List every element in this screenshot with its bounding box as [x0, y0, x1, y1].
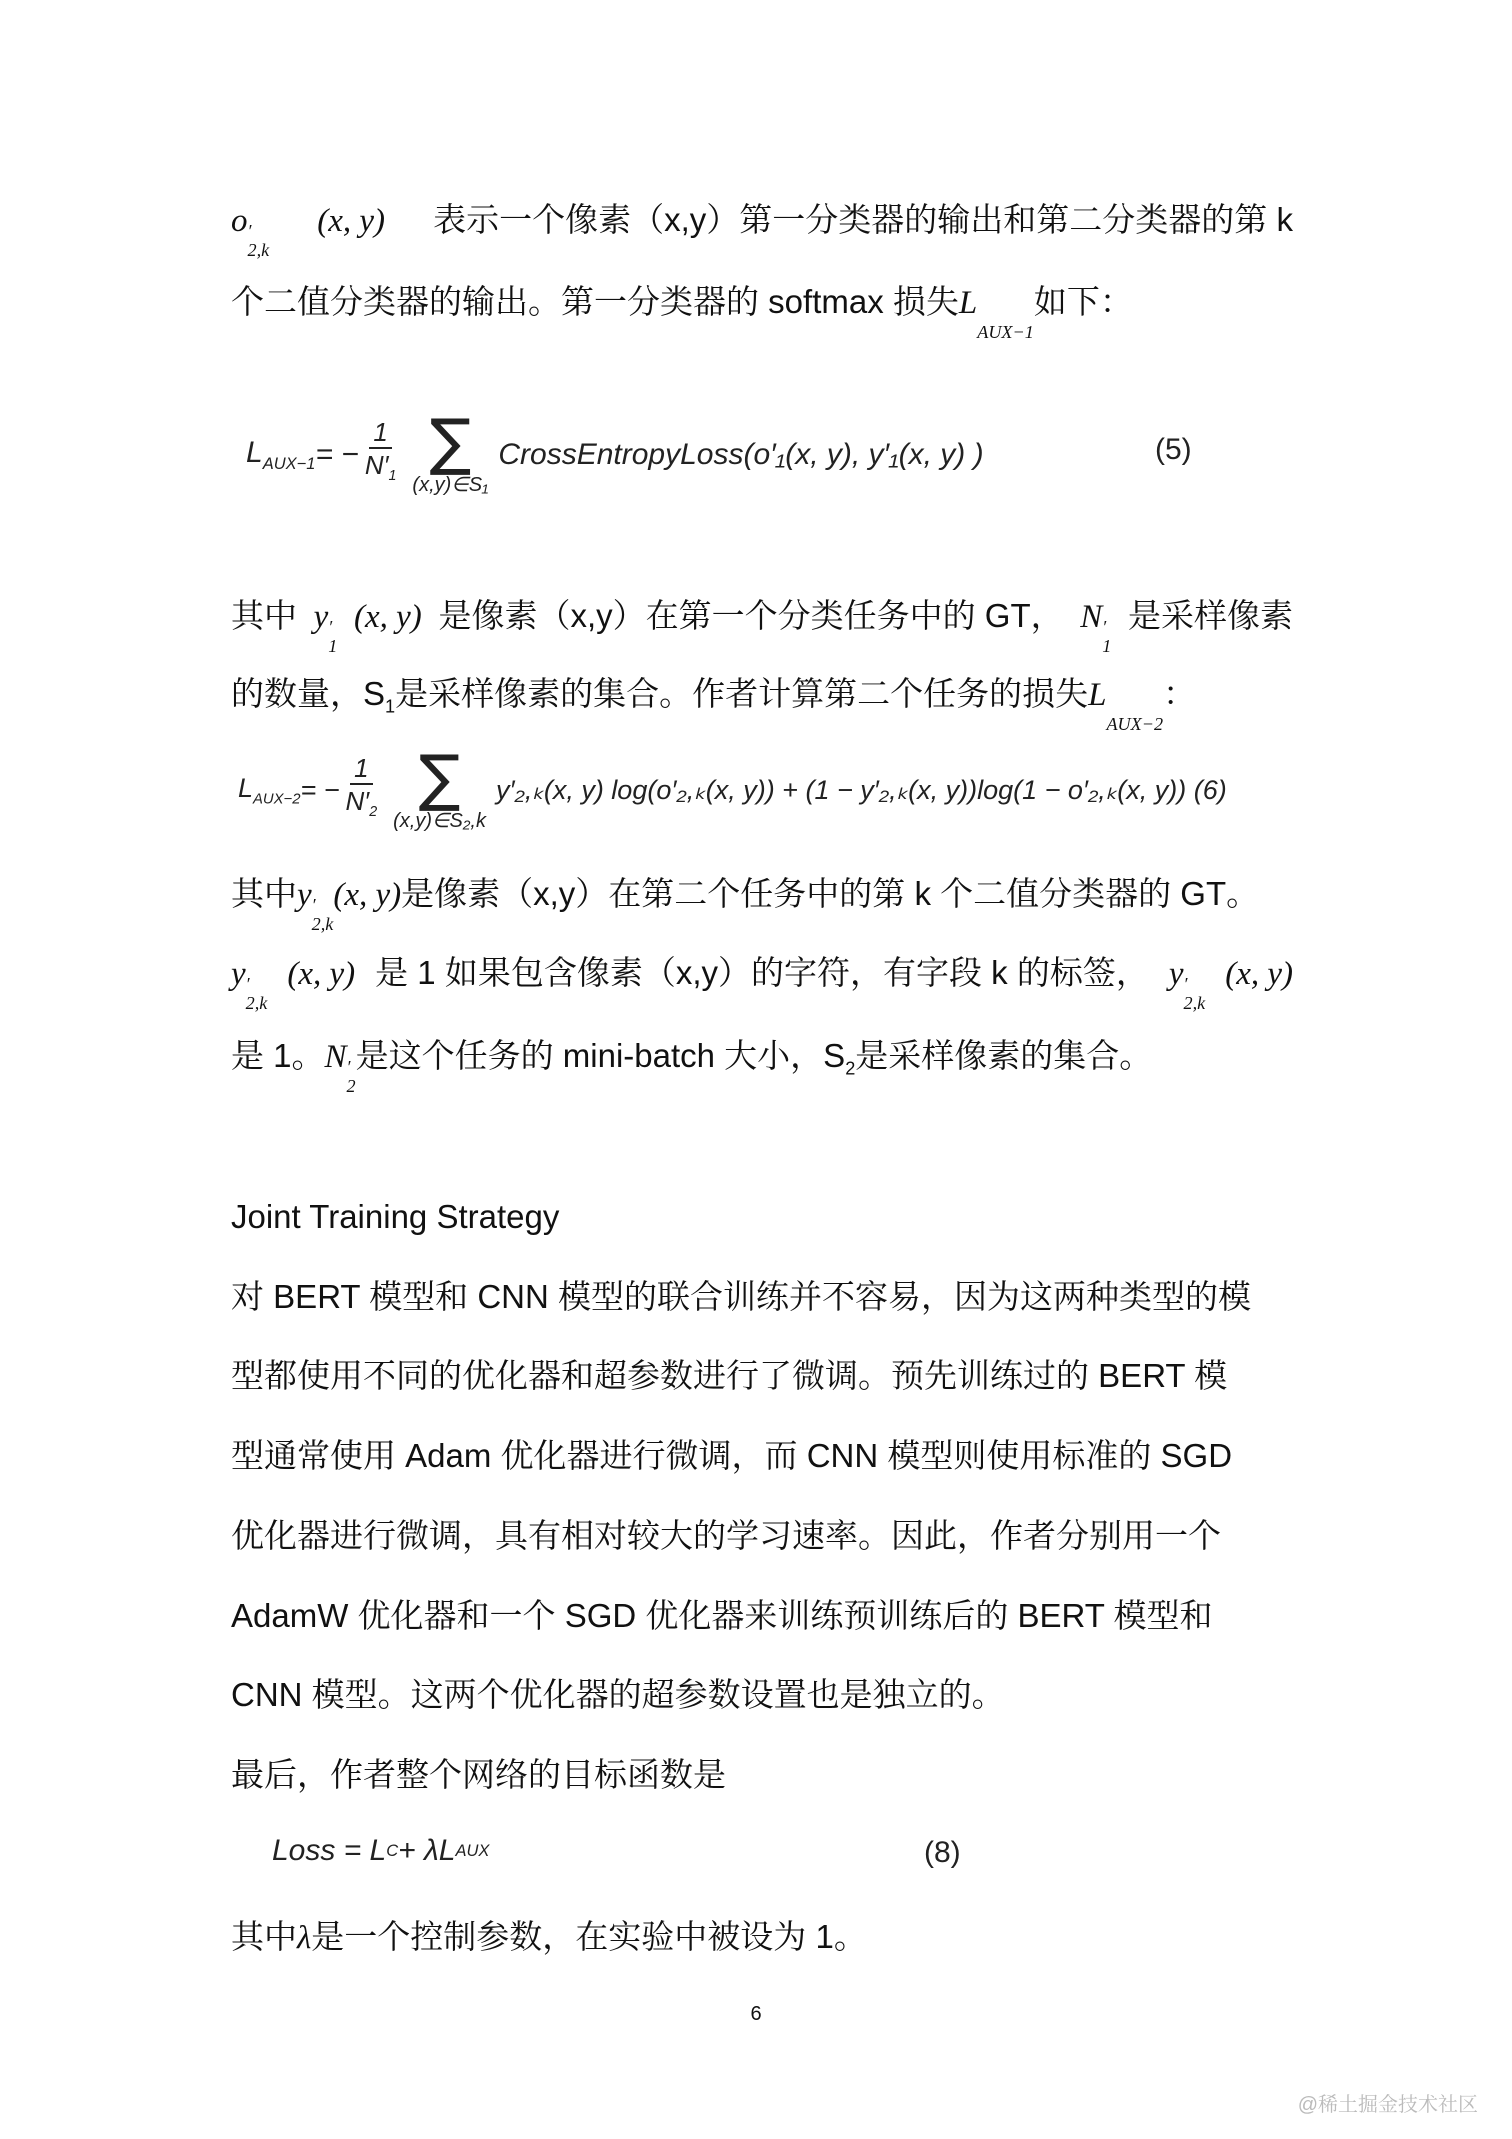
- math-inline: o ′ 2,k: [231, 203, 270, 260]
- eq5-fraction: $\frac{1}{N'_1}$: [364, 416, 397, 485]
- math-inline: y ′ 2,k: [1168, 956, 1206, 1013]
- text-segment: 是采样像素的集合。: [855, 1037, 1153, 1074]
- equation-6: [238, 741, 1227, 833]
- text-line: [231, 672, 1293, 733]
- math-inline: (x, y): [317, 203, 386, 239]
- eq5-equals: = −: [315, 437, 359, 471]
- text-segment: 是 1。: [231, 1037, 325, 1074]
- text-line: [231, 1753, 1293, 1797]
- text-segment: 型通常使用 Adam 优化器进行微调，而 CNN 模型则使用标准的 SGD: [231, 1437, 1233, 1474]
- text-segment: 是采样像素: [1127, 597, 1293, 634]
- text-line: [231, 198, 1293, 259]
- text-segment: 其中: [231, 875, 297, 912]
- equation-8: Loss = L C + λL AUX: [272, 1834, 490, 1867]
- text-line: [231, 1594, 1293, 1638]
- math-inline: N ′ 1: [1080, 599, 1112, 656]
- math-inline: (x, y): [333, 877, 402, 913]
- subscript: 2: [845, 1058, 856, 1079]
- equation-5: [246, 405, 984, 497]
- math-inline: (x, y): [287, 956, 356, 992]
- eq6-sum: ∑ (x,y)∈S₂,k: [393, 741, 486, 832]
- text-segment: 是 1 如果包含像素（x,y）的字符，有字段 k 的标签，: [375, 954, 1149, 991]
- page-number: 6: [750, 2003, 762, 2025]
- text-segment: 如下：: [1033, 283, 1133, 320]
- text-line: [231, 1034, 1293, 1095]
- text-segment: 最后，作者整个网络的目标函数是: [231, 1756, 726, 1793]
- text-line: [231, 594, 1293, 655]
- eq8-number: (8): [924, 1836, 961, 1869]
- math-inline: N ′ 2: [324, 1039, 356, 1096]
- text-segment: 是像素（x,y）在第二个任务中的第 k 个二值分类器的 GT。: [401, 875, 1260, 912]
- text-segment: ：: [1163, 675, 1197, 712]
- text-segment: 其中: [231, 597, 297, 634]
- text-segment: 其中: [231, 1918, 297, 1955]
- text-segment: Joint Training Strategy: [231, 1198, 560, 1235]
- math-inline: y ′ 1: [313, 599, 338, 656]
- text-line: [231, 951, 1293, 1012]
- text-segment: 优化器进行微调，具有相对较大的学习速率。因此，作者分别用一个: [231, 1517, 1221, 1554]
- math-inline: (x, y): [354, 599, 422, 635]
- eq5-number: (5): [1155, 433, 1192, 466]
- text-line: [231, 1354, 1293, 1398]
- text-line: [231, 1514, 1293, 1558]
- math-inline: y ′ 2,k: [297, 877, 334, 934]
- text-segment: 型都使用不同的优化器和超参数进行了微调。预先训练过的 BERT 模: [231, 1357, 1228, 1394]
- eq6-equals: = −: [300, 775, 340, 805]
- text-line: [231, 1915, 1293, 1960]
- text-segment: 个二值分类器的输出。第一分类器的 softmax 损失: [231, 283, 959, 320]
- text-line: [231, 1434, 1293, 1478]
- text-segment: 是这个任务的 mini-batch 大小，S: [355, 1037, 846, 1074]
- text-segment: 的数量，S: [231, 675, 386, 712]
- text-line: [231, 872, 1293, 933]
- text-line: [231, 1673, 1293, 1717]
- eq6-fraction: $\frac{1}{N'_2}$: [345, 752, 378, 821]
- math-inline: y ′ 2,k: [231, 956, 268, 1013]
- math-inline: L AUX−1: [958, 285, 1034, 342]
- text-line: [231, 280, 1293, 341]
- eq5-sum: ∑ (x,y)∈S₁: [412, 405, 489, 496]
- math-inline: (x, y): [1225, 956, 1293, 992]
- eq6-lhs: $L_{AUX-2}$: [238, 773, 301, 808]
- text-segment: 对 BERT 模型和 CNN 模型的联合训练并不容易，因为这两种类型的模: [231, 1278, 1251, 1315]
- text-segment: 是像素（x,y）在第一个分类任务中的 GT，: [438, 597, 1064, 634]
- subscript: 1: [385, 696, 396, 717]
- text-segment: AdamW 优化器和一个 SGD 优化器来训练预训练后的 BERT 模型和: [231, 1597, 1213, 1634]
- math-inline: λ: [297, 1920, 312, 1956]
- eq5-body: CrossEntropyLoss(o′₁(x, y), y′₁(x, y) ): [498, 437, 984, 471]
- text-segment: 是采样像素的集合。作者计算第二个任务的损失: [395, 675, 1089, 712]
- text-line: [231, 1275, 1293, 1319]
- watermark: @稀土掘金技术社区: [1297, 2094, 1478, 2116]
- text-segment: 表示一个像素（x,y）第一分类器的输出和第二分类器的第 k: [433, 201, 1293, 238]
- text-segment: 是一个控制参数，在实验中被设为 1。: [311, 1918, 867, 1955]
- section-heading: [231, 1195, 1293, 1239]
- eq6-body: y′₂,ₖ(x, y) log(o′₂,ₖ(x, y)) + (1 − y′₂,ₖ(x, y))log(1 − o′₂,ₖ(x, y)) (6): [495, 775, 1227, 805]
- eq5-lhs: $L_{AUX-1}$: [246, 435, 316, 473]
- text-segment: CNN 模型。这两个优化器的超参数设置也是独立的。: [231, 1676, 1005, 1713]
- math-inline: L AUX−2: [1088, 677, 1164, 734]
